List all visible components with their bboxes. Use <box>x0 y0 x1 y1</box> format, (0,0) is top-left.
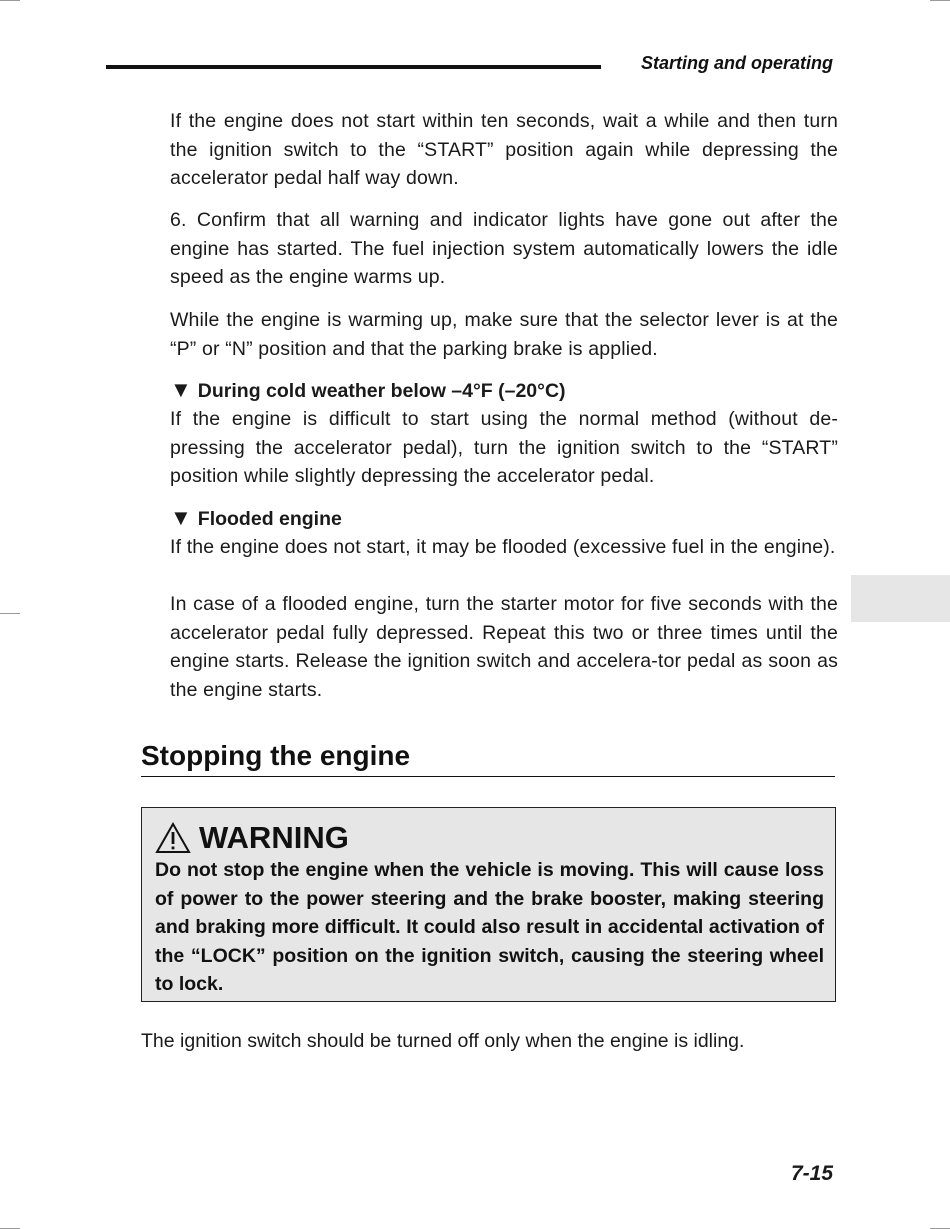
warning-box <box>141 807 836 1002</box>
cold-weather-heading-text: During cold weather below –4°F (–20°C) <box>197 380 566 402</box>
section-rule <box>141 776 835 777</box>
flooded-engine-text-2: In case of a flooded engine, turn the starter motor for five seconds with the accelerator pedal fully depressed. Repeat this two or three times until the engine starts. Release the ignition switch and accelera-tor pedal as soon as the engine starts. <box>170 593 838 701</box>
triangle-bullet-icon: ▼ <box>170 505 192 530</box>
warning-header <box>155 820 349 856</box>
cold-weather-heading <box>170 376 566 405</box>
paragraph-warming-up: While the engine is warming up, make sure that the selector lever is at the “P” or “N” position and that the parking brake is applied. <box>170 309 838 360</box>
cold-weather-text: If the engine is difficult to start using the normal method (without de-pressing the accelerator pedal), turn the ignition switch to the “START” position while slightly depressing the accelerator pedal. <box>170 408 838 487</box>
warning-text: Do not stop the engine when the vehicle is moving. This will cause loss of power to the power steering and the brake booster, making steering and braking more difficult. It could also result in accidental activation of the “LOCK” position on the ignition switch, causing the steering wheel to lock. <box>155 859 824 995</box>
chapter-thumb-tab <box>851 575 950 622</box>
page-number: 7-15 <box>790 1162 833 1185</box>
triangle-bullet-icon: ▼ <box>170 377 192 402</box>
crop-mark <box>0 0 20 1</box>
flooded-engine-heading <box>170 504 342 533</box>
paragraph-step-6: 6. Confirm that all warning and indicator lights have gone out after the engine has started. The fuel injection system automatically lowers the idle speed as the engine warms up. <box>170 209 838 288</box>
flooded-engine-text-1: If the engine does not start, it may be flooded (excessive fuel in the engine). <box>170 536 836 558</box>
section-title: Stopping the engine <box>141 740 411 771</box>
warning-title: WARNING <box>199 820 349 855</box>
paragraph-retry-start: If the engine does not start within ten seconds, wait a while and then turn the ignition switch to the “START” position again while depressing the accelerator pedal half way down. <box>170 110 838 189</box>
flooded-engine-heading-text: Flooded engine <box>197 508 342 530</box>
crop-mark <box>0 613 20 614</box>
warning-triangle-icon <box>155 822 191 854</box>
header-rule <box>106 65 601 69</box>
paragraph-ignition-off: The ignition switch should be turned off only when the engine is idling. <box>141 1030 745 1052</box>
crop-mark <box>930 0 950 1</box>
running-header: Starting and operating <box>640 53 833 73</box>
